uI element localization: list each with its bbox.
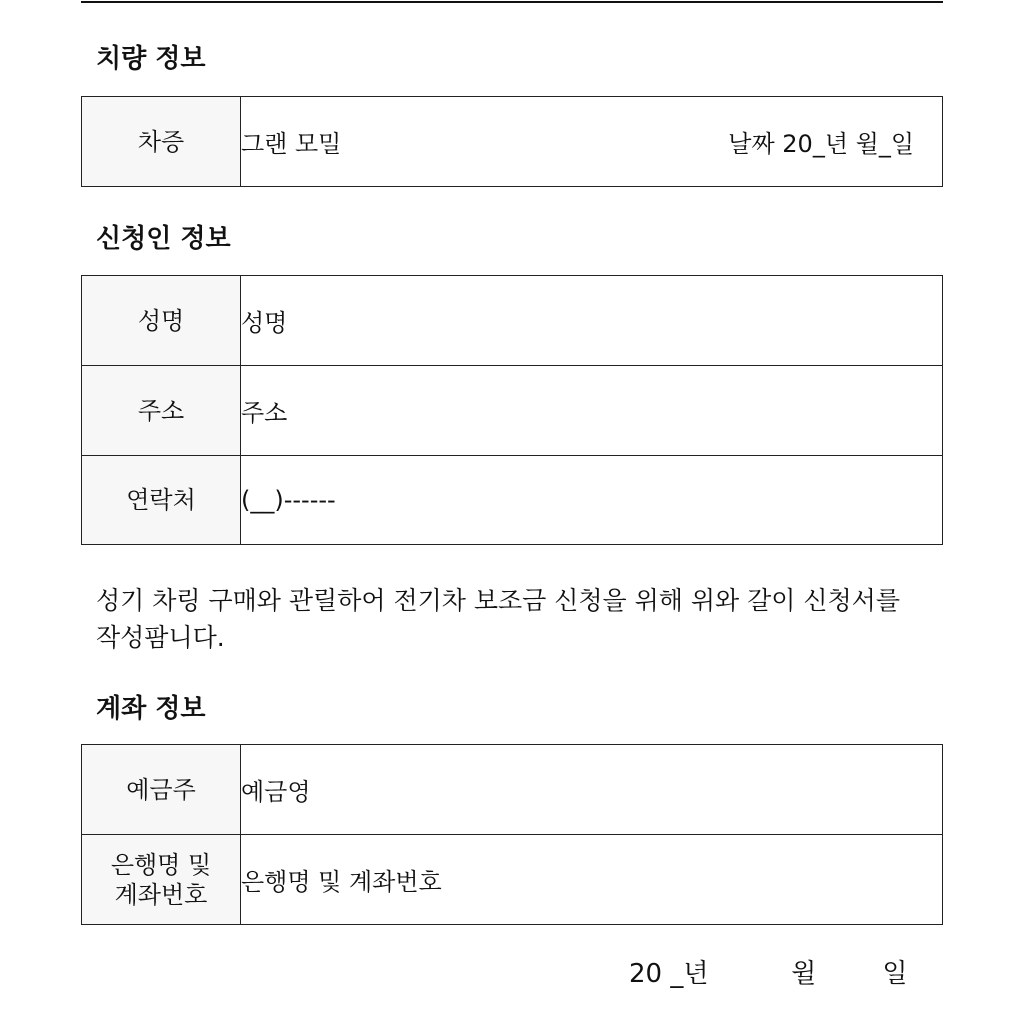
- footer-month[interactable]: 윌: [791, 959, 817, 989]
- footer-year[interactable]: 20 _년: [629, 959, 709, 989]
- applicant-section-title: 신청인 정보: [96, 224, 231, 254]
- account-holder-field[interactable]: 예금영: [241, 745, 943, 835]
- footer-day[interactable]: 일: [882, 959, 908, 989]
- top-divider: [81, 1, 943, 3]
- address-label: 주소: [82, 366, 241, 456]
- vehicle-date-field[interactable]: 날짜 20_년 윌_일: [728, 130, 914, 158]
- vehicle-section-title: 치량 정보: [96, 44, 206, 74]
- name-label: 성명: [82, 276, 241, 366]
- table-row: [82, 276, 943, 366]
- vehicle-model-label: 차증: [82, 97, 241, 187]
- table-row: [82, 456, 943, 545]
- address-field[interactable]: 주소: [241, 366, 943, 456]
- contact-field[interactable]: (__)------: [241, 456, 943, 545]
- vehicle-model-field[interactable]: [241, 97, 943, 187]
- account-section-title: 계좌 정보: [96, 694, 206, 724]
- table-row: [82, 745, 943, 835]
- contact-label: 연락처: [82, 456, 241, 545]
- vehicle-info-table: [81, 96, 943, 187]
- table-row: [82, 97, 943, 187]
- name-field[interactable]: 성명: [241, 276, 943, 366]
- applicant-info-table: [81, 275, 943, 545]
- table-row: [82, 366, 943, 456]
- account-holder-label: 예금주: [82, 745, 241, 835]
- vehicle-model-value: 그랜 모밀: [241, 130, 342, 158]
- account-info-table: [81, 744, 943, 925]
- signature-date: [629, 958, 908, 990]
- bank-account-field[interactable]: 은행명 및 계좌번호: [241, 835, 943, 925]
- notice-paragraph: 성기 차링 구매와 관릴하어 전기차 보조금 신청을 위해 위와 갈이 신청서를 작성팜니다.: [96, 586, 900, 652]
- bank-account-label: 은행명 및 계좌번호: [82, 835, 241, 925]
- table-row: [82, 835, 943, 925]
